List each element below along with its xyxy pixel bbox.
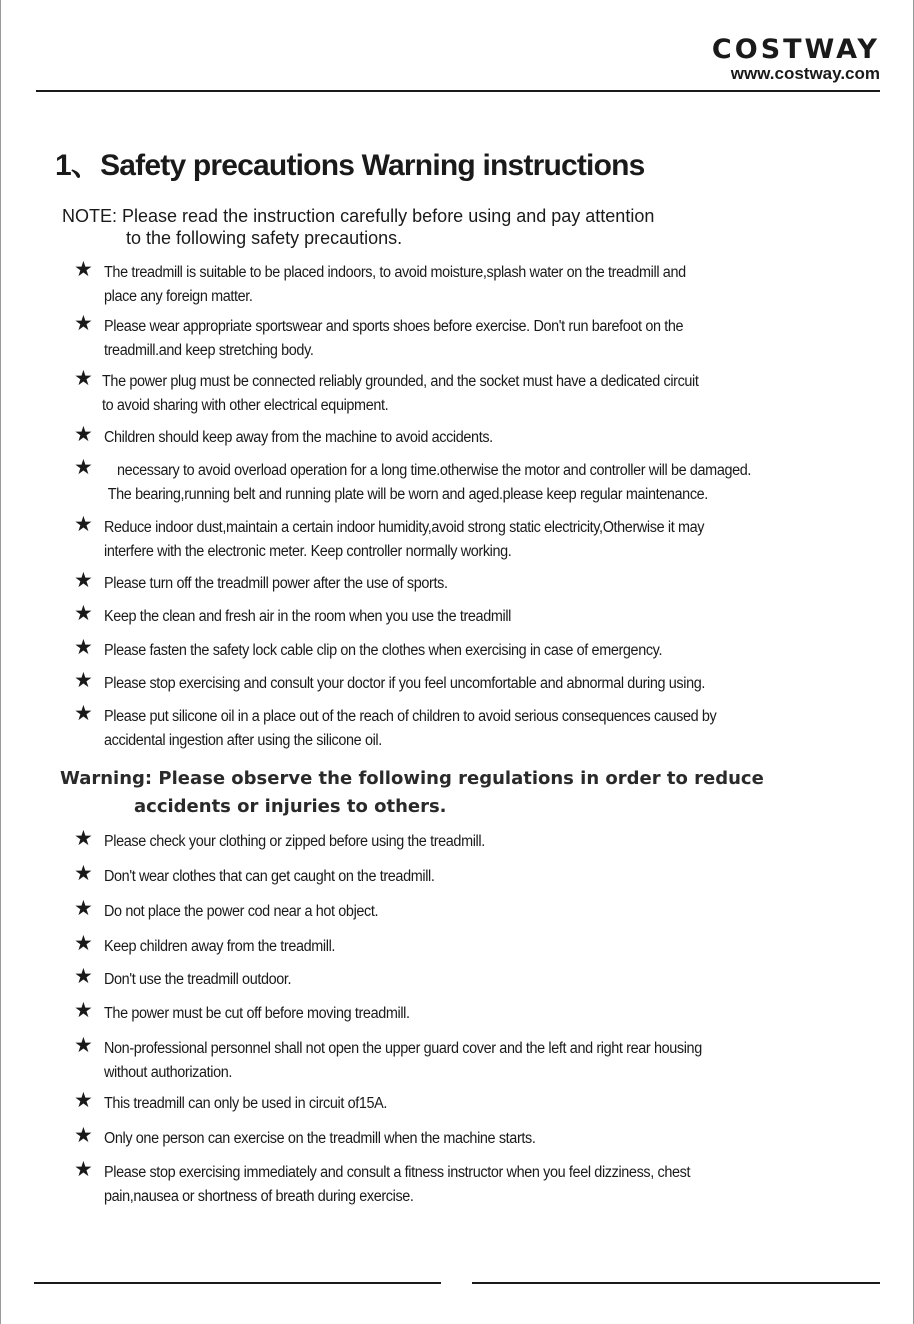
star-icon: ★ bbox=[74, 702, 93, 725]
star-icon: ★ bbox=[74, 1034, 93, 1057]
list-item-line-2: treadmill.and keep stretching body. bbox=[104, 342, 314, 359]
warning-line-2: accidents or injuries to others. bbox=[134, 796, 447, 817]
list-item-text bbox=[104, 672, 839, 696]
list-item-line-1: Keep the clean and fresh air in the room when you use the treadmill bbox=[104, 608, 511, 625]
list-item-line-1: Non-professional personnel shall not open the upper guard cover and the left and right rear housing bbox=[104, 1040, 702, 1057]
star-icon: ★ bbox=[74, 965, 93, 988]
list-item-text bbox=[104, 1092, 839, 1116]
list-item-line-2: place any foreign matter. bbox=[104, 288, 253, 305]
list-item-text bbox=[104, 830, 839, 854]
list-item-text bbox=[104, 1002, 839, 1026]
list-item-line-1: Please stop exercising and consult your doctor if you feel uncomfortable and abnormal during using. bbox=[104, 675, 706, 692]
list-item-text bbox=[104, 639, 839, 663]
list-item-line-1: The power plug must be connected reliably grounded, and the socket must have a dedicated circuit bbox=[102, 373, 699, 390]
list-item-text bbox=[104, 426, 839, 450]
list-item-line-1: Please wear appropriate sportswear and sports shoes before exercise. Don't run barefoot on the bbox=[104, 318, 684, 335]
list-item-line-1: Do not place the power cod near a hot object. bbox=[104, 903, 379, 920]
star-icon: ★ bbox=[74, 513, 93, 536]
note-line-2: to the following safety precautions. bbox=[126, 228, 403, 248]
list-item-text bbox=[104, 516, 839, 564]
list-item-line-2: The bearing,running belt and running plate will be worn and aged.please keep regular maintenance. bbox=[107, 486, 708, 503]
list-item-text bbox=[104, 1161, 839, 1209]
list-item-text bbox=[102, 370, 837, 418]
page-title: 1、Safety precautions Warning instructions bbox=[55, 149, 645, 182]
star-icon: ★ bbox=[74, 456, 93, 479]
page-border-left bbox=[0, 0, 1, 1324]
star-icon: ★ bbox=[74, 636, 93, 659]
list-item-text bbox=[104, 1037, 839, 1085]
list-item-line-1: Don't wear clothes that can get caught on the treadmill. bbox=[104, 868, 435, 885]
list-item-text bbox=[104, 605, 839, 629]
list-item-text bbox=[104, 261, 839, 309]
brand-url: www.costway.com bbox=[730, 64, 880, 83]
list-item-text bbox=[104, 1127, 839, 1151]
list-item-text bbox=[104, 935, 839, 959]
note-block bbox=[62, 205, 654, 249]
warning-heading bbox=[60, 765, 764, 821]
list-item-line-1: The power must be cut off before moving treadmill. bbox=[104, 1005, 410, 1022]
list-item-line-1: Please stop exercising immediately and consult a fitness instructor when you feel dizziness, chest bbox=[104, 1164, 691, 1181]
list-item-text bbox=[104, 900, 839, 924]
list-item-text bbox=[104, 865, 839, 889]
list-item-line-1: This treadmill can only be used in circuit of15A. bbox=[104, 1095, 388, 1112]
footer-divider-right bbox=[472, 1282, 880, 1284]
star-icon: ★ bbox=[74, 258, 93, 281]
list-item-line-1: The treadmill is suitable to be placed indoors, to avoid moisture,splash water on the treadmill and bbox=[104, 264, 686, 281]
list-item-line-1: Don't use the treadmill outdoor. bbox=[104, 971, 292, 988]
star-icon: ★ bbox=[74, 1124, 93, 1147]
star-icon: ★ bbox=[74, 827, 93, 850]
brand-logo: COSTWAY bbox=[711, 34, 880, 65]
star-icon: ★ bbox=[74, 862, 93, 885]
list-item-text bbox=[104, 315, 839, 363]
warning-line-1: Warning: Please observe the following regulations in order to reduce bbox=[60, 768, 764, 789]
list-item-line-1: Please check your clothing or zipped before using the treadmill. bbox=[104, 833, 485, 850]
star-icon: ★ bbox=[74, 569, 93, 592]
list-item-text bbox=[104, 459, 839, 507]
list-item-line-1: Please turn off the treadmill power after the use of sports. bbox=[104, 575, 448, 592]
star-icon: ★ bbox=[74, 999, 93, 1022]
note-line-1: NOTE: Please read the instruction carefully before using and pay attention bbox=[62, 206, 655, 226]
brand-block bbox=[712, 36, 880, 84]
star-icon: ★ bbox=[74, 1158, 93, 1181]
list-item-line-2: accidental ingestion after using the silicone oil. bbox=[104, 732, 382, 749]
star-icon: ★ bbox=[74, 1089, 93, 1112]
header-divider bbox=[36, 90, 880, 92]
list-item-line-1: Please fasten the safety lock cable clip on the clothes when exercising in case of emergency. bbox=[104, 642, 663, 659]
list-item-text bbox=[104, 705, 839, 753]
star-icon: ★ bbox=[74, 367, 93, 390]
star-icon: ★ bbox=[74, 602, 93, 625]
list-item-line-1: necessary to avoid overload operation for a long time.otherwise the motor and controller will be damaged. bbox=[117, 462, 752, 479]
list-item-line-2: without authorization. bbox=[104, 1064, 233, 1081]
star-icon: ★ bbox=[74, 669, 93, 692]
list-item-line-1: Reduce indoor dust,maintain a certain indoor humidity,avoid strong static electricity,Otherwise it may bbox=[104, 519, 705, 536]
list-item-text bbox=[104, 968, 839, 992]
list-item-line-1: Children should keep away from the machine to avoid accidents. bbox=[104, 429, 493, 446]
list-item-line-2: pain,nausea or shortness of breath during exercise. bbox=[104, 1188, 414, 1205]
list-item-line-1: Only one person can exercise on the treadmill when the machine starts. bbox=[104, 1130, 536, 1147]
star-icon: ★ bbox=[74, 423, 93, 446]
list-item-line-2: to avoid sharing with other electrical equipment. bbox=[102, 397, 389, 414]
list-item-line-1: Please put silicone oil in a place out of the reach of children to avoid serious consequences caused by bbox=[104, 708, 717, 725]
star-icon: ★ bbox=[74, 932, 93, 955]
footer-divider-left bbox=[34, 1282, 441, 1284]
star-icon: ★ bbox=[74, 897, 93, 920]
list-item-text bbox=[104, 572, 839, 596]
star-icon: ★ bbox=[74, 312, 93, 335]
list-item-line-2: interfere with the electronic meter. Keep controller normally working. bbox=[104, 543, 512, 560]
list-item-line-1: Keep children away from the treadmill. bbox=[104, 938, 336, 955]
